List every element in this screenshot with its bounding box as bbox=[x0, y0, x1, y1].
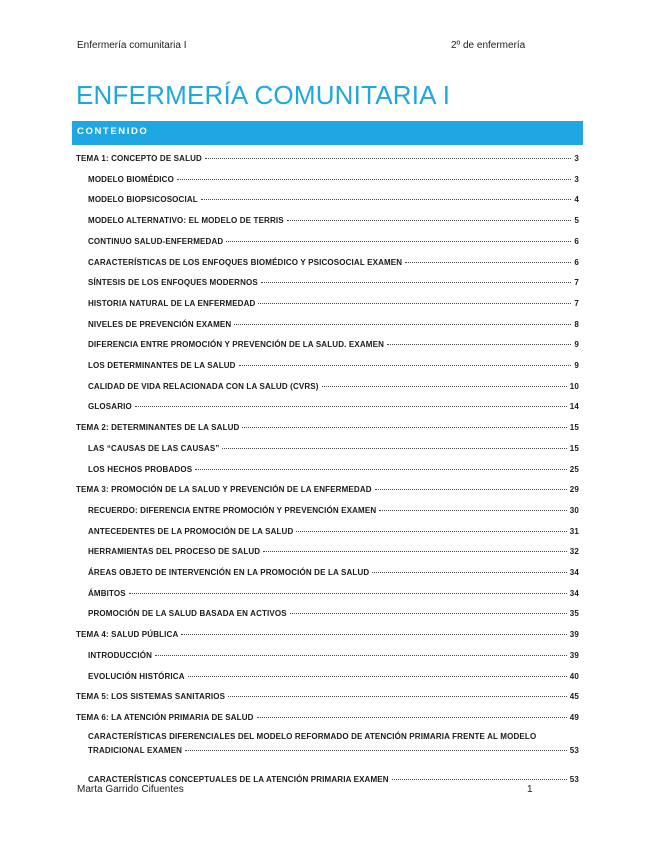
toc-entry-title: RECUERDO: DIFERENCIA ENTRE PROMOCIÓN Y PREVENCIÓN EXAMEN bbox=[88, 505, 377, 515]
toc-entry-page: 30 bbox=[569, 505, 579, 515]
footer-author: Marta Garrido Cifuentes bbox=[77, 784, 184, 795]
dot-leader bbox=[263, 550, 567, 552]
dot-leader bbox=[135, 405, 567, 407]
toc-entry[interactable] bbox=[88, 320, 579, 329]
dot-leader bbox=[379, 509, 567, 511]
dot-leader bbox=[188, 675, 567, 677]
toc-entry-title: CARACTERÍSTICAS DE LOS ENFOQUES BIOMÉDICO Y PSICOSOCIAL EXAMEN bbox=[88, 257, 403, 267]
dot-leader bbox=[181, 633, 566, 635]
toc-entry[interactable] bbox=[88, 609, 579, 618]
dot-leader bbox=[222, 447, 566, 449]
toc-entry-title: LOS HECHOS PROBADOS bbox=[88, 464, 193, 474]
dot-leader bbox=[387, 343, 571, 345]
toc-entry-title: ÁMBITOS bbox=[88, 588, 126, 598]
toc-entry[interactable] bbox=[88, 237, 579, 246]
toc-entry-page: 10 bbox=[569, 381, 579, 391]
toc-entry-page: 32 bbox=[569, 547, 579, 557]
toc-entry-title: MODELO BIOMÉDICO bbox=[88, 174, 174, 184]
toc-entry-page: 8 bbox=[574, 319, 579, 329]
dot-leader bbox=[177, 178, 571, 180]
toc-entry[interactable] bbox=[88, 258, 579, 267]
toc-entry-title: CARACTERÍSTICAS DIFERENCIALES DEL MODELO REFORMADO DE ATENCIÓN PRIMARIA FRENTE AL MODELO bbox=[88, 731, 537, 741]
dot-leader bbox=[201, 198, 572, 200]
toc-chapter-entry[interactable] bbox=[76, 692, 579, 701]
toc-entry-title: CARACTERÍSTICAS CONCEPTUALES DE LA ATENCIÓN PRIMARIA EXAMEN bbox=[88, 775, 389, 784]
toc-entry-page: 7 bbox=[574, 278, 579, 288]
toc-entry-page: 15 bbox=[569, 443, 579, 453]
dot-leader bbox=[242, 426, 566, 428]
dot-leader bbox=[375, 488, 567, 490]
toc-entry-page: 49 bbox=[569, 712, 579, 722]
toc-chapter-entry[interactable] bbox=[76, 713, 579, 722]
toc-entry-page: 25 bbox=[569, 464, 579, 474]
toc-entry-page: 31 bbox=[569, 526, 579, 536]
toc-entry-title: MODELO BIOPSICOSOCIAL bbox=[88, 195, 198, 205]
toc-chapter-entry[interactable] bbox=[76, 423, 579, 432]
toc-entry-page: 39 bbox=[569, 650, 579, 660]
dot-leader bbox=[129, 592, 567, 594]
dot-leader bbox=[261, 281, 572, 283]
toc-entry[interactable] bbox=[88, 340, 579, 349]
toc-entry-title: DIFERENCIA ENTRE PROMOCIÓN Y PREVENCIÓN DE LA SALUD. EXAMEN bbox=[88, 340, 384, 350]
toc-entry-title: LOS DETERMINANTES DE LA SALUD bbox=[88, 361, 236, 370]
toc-entry-title: TEMA 4: SALUD PÚBLICA bbox=[76, 630, 179, 640]
toc-heading-band bbox=[72, 121, 583, 145]
dot-leader bbox=[372, 571, 566, 573]
dot-leader bbox=[287, 219, 572, 221]
toc-entry-page: 4 bbox=[574, 195, 579, 205]
toc-entry-page: 40 bbox=[569, 671, 579, 681]
dot-leader bbox=[392, 778, 567, 780]
toc-entry-page: 39 bbox=[569, 630, 579, 640]
toc-entry-page: 9 bbox=[574, 340, 579, 350]
dot-leader bbox=[296, 530, 566, 532]
document-title: ENFERMERÍA COMUNITARIA I bbox=[76, 80, 451, 110]
toc-entry[interactable] bbox=[88, 216, 579, 225]
toc-entry-page: 53 bbox=[569, 745, 579, 755]
toc-entry-page: 34 bbox=[569, 568, 579, 577]
running-header-left: Enfermería comunitaria I bbox=[77, 40, 187, 51]
dot-leader bbox=[226, 240, 571, 242]
toc-entry-page: 3 bbox=[574, 174, 579, 184]
dot-leader bbox=[155, 654, 567, 656]
toc-entry-title: TEMA 2: DETERMINANTES DE LA SALUD bbox=[76, 423, 240, 433]
dot-leader bbox=[195, 468, 567, 470]
dot-leader bbox=[405, 261, 571, 263]
toc-entry-title: TEMA 1: CONCEPTO DE SALUD bbox=[76, 154, 202, 163]
toc-chapter-entry[interactable] bbox=[76, 485, 579, 494]
toc-entry-page: 35 bbox=[569, 609, 579, 619]
toc-entry-title: EVOLUCIÓN HISTÓRICA bbox=[88, 671, 185, 681]
toc-entry[interactable] bbox=[88, 775, 579, 784]
toc-entry[interactable] bbox=[88, 651, 579, 660]
toc-entry-page: 34 bbox=[569, 588, 579, 598]
toc-entry-title: TEMA 3: PROMOCIÓN DE LA SALUD Y PREVENCIÓN DE LA ENFERMEDAD bbox=[76, 485, 372, 495]
dot-leader bbox=[290, 612, 567, 614]
toc-entry-title: GLOSARIO bbox=[88, 402, 132, 412]
toc-entry-page: 29 bbox=[569, 485, 579, 495]
toc-chapter-entry[interactable] bbox=[76, 630, 579, 639]
dot-leader bbox=[234, 323, 571, 325]
toc-entry-title: ANTECEDENTES DE LA PROMOCIÓN DE LA SALUD bbox=[88, 526, 294, 536]
toc-entry[interactable] bbox=[88, 195, 579, 204]
toc-entry-title: NIVELES DE PREVENCIÓN EXAMEN bbox=[88, 319, 232, 329]
running-header-right: 2º de enfermería bbox=[451, 40, 526, 51]
dot-leader bbox=[258, 302, 571, 304]
toc-entry-page: 6 bbox=[574, 236, 579, 246]
toc-entry-title: TEMA 6: LA ATENCIÓN PRIMARIA DE SALUD bbox=[76, 712, 254, 722]
toc-entry[interactable] bbox=[88, 732, 579, 755]
toc-heading: CONTENIDO bbox=[77, 126, 149, 137]
toc-entry-title: MODELO ALTERNATIVO: EL MODELO DE TERRIS bbox=[88, 216, 284, 226]
toc-entry[interactable] bbox=[88, 672, 579, 681]
toc-entry-page: 9 bbox=[574, 361, 579, 370]
toc-entry-title: HISTORIA NATURAL DE LA ENFERMEDAD bbox=[88, 298, 256, 308]
toc-entry[interactable] bbox=[88, 568, 579, 577]
toc-entry[interactable] bbox=[88, 278, 579, 287]
toc-entry-title: CALIDAD DE VIDA RELACIONADA CON LA SALUD (CVRS) bbox=[88, 381, 319, 391]
toc-entry-title: ÁREAS OBJETO DE INTERVENCIÓN EN LA PROMOCIÓN DE LA SALUD bbox=[88, 568, 370, 577]
toc-entry-page: 3 bbox=[574, 154, 579, 163]
toc-entry[interactable] bbox=[88, 361, 579, 370]
toc-entry-title: TEMA 5: LOS SISTEMAS SANITARIOS bbox=[76, 692, 226, 702]
toc-entry-title: CONTINUO SALUD-ENFERMEDAD bbox=[88, 236, 224, 246]
toc-entry[interactable] bbox=[88, 402, 579, 411]
dot-leader bbox=[205, 157, 571, 159]
toc-entry-page: 45 bbox=[569, 692, 579, 702]
toc-entry-title: INTRODUCCIÓN bbox=[88, 650, 153, 660]
toc-entry-page: 14 bbox=[569, 402, 579, 412]
dot-leader bbox=[185, 749, 567, 751]
toc-entry-page: 5 bbox=[574, 216, 579, 226]
toc-entry[interactable] bbox=[88, 299, 579, 308]
footer-page-number: 1 bbox=[527, 784, 533, 795]
toc-entry[interactable] bbox=[88, 382, 579, 391]
toc-entry-title: HERRAMIENTAS DEL PROCESO DE SALUD bbox=[88, 547, 261, 557]
toc-entry[interactable] bbox=[88, 527, 579, 536]
toc-entry-title-continued: TRADICIONAL EXAMEN bbox=[88, 745, 183, 755]
dot-leader bbox=[239, 364, 572, 366]
dot-leader bbox=[322, 385, 567, 387]
toc-entry-page: 6 bbox=[574, 257, 579, 267]
toc-entry[interactable] bbox=[88, 465, 579, 474]
toc-entry-title: SÍNTESIS DE LOS ENFOQUES MODERNOS bbox=[88, 278, 258, 288]
toc-entry[interactable] bbox=[88, 175, 579, 184]
toc-entry[interactable] bbox=[88, 444, 579, 453]
dot-leader bbox=[228, 695, 567, 697]
toc-entry-page: 15 bbox=[569, 423, 579, 433]
toc-entry[interactable] bbox=[88, 506, 579, 515]
toc-entry[interactable] bbox=[88, 589, 579, 598]
toc-entry[interactable] bbox=[88, 547, 579, 556]
toc-entry-page: 7 bbox=[574, 298, 579, 308]
toc-entry-title: LAS “CAUSAS DE LAS CAUSAS” bbox=[88, 443, 220, 453]
dot-leader bbox=[257, 716, 567, 718]
toc-entry-title: PROMOCIÓN DE LA SALUD BASADA EN ACTIVOS bbox=[88, 609, 287, 619]
toc-entry-page: 53 bbox=[569, 775, 579, 784]
toc-chapter-entry[interactable] bbox=[76, 154, 579, 163]
